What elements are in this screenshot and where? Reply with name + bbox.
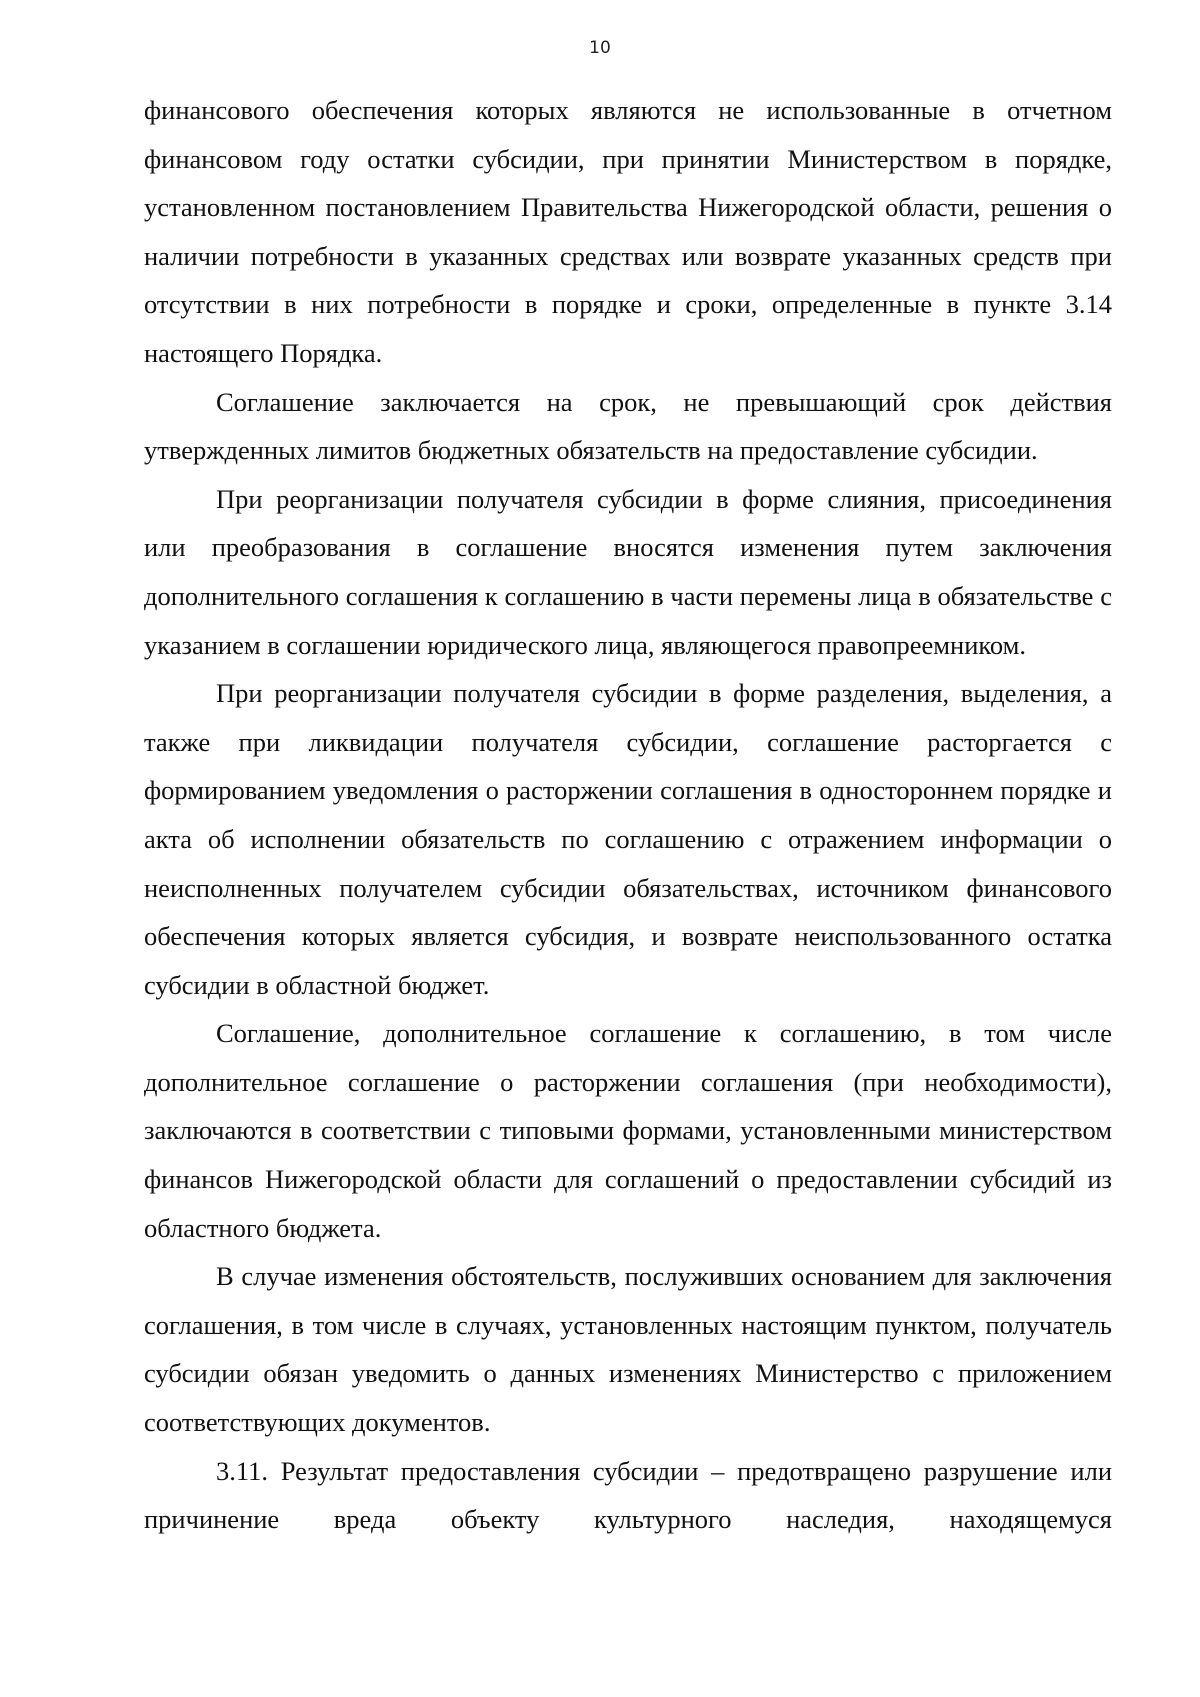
paragraph-agreement-term: Соглашение заключается на срок, не превышающий срок действия утвержденных лимитов бюджетных обязательств на предоставление субсидии. bbox=[144, 386, 1112, 466]
paragraph-change-notification: В случае изменения обстоятельств, послуживших основанием для заключения соглашения, в том числе в случаях, установленных настоящим пунктом, получатель субсидии обязан уведомить о данных изменениях Министерство с приложением соответствующих документов. bbox=[144, 1261, 1112, 1438]
document-body bbox=[144, 86, 1112, 1544]
paragraph-reorganization-division: При реорганизации получателя субсидии в форме разделения, выделения, а также при ликвидации получателя субсидии, соглашение расторгается с формированием уведомления о расторжении соглашения в одностороннем порядке и акта об исполнении обязательств по соглашению с отражением информации о неисполненных получателем субсидии обязательствах, источником финансового обеспечения которых является субсидия, и возврате неиспользованного остатка субсидии в областной бюджет. bbox=[144, 678, 1112, 1000]
page-number: 10 bbox=[589, 38, 611, 58]
paragraph-continuation: финансового обеспечения которых являются не использованные в отчетном финансовом году остатки субсидии, при принятии Министерством в порядке, установленном постановлением Правительства Нижегородской области, решения о наличии потребности в указанных средствах или возврате указанных средств при отсутствии в них потребности в порядке и сроки, определенные в пункте 3.14 настоящего Порядка. bbox=[144, 95, 1112, 368]
paragraph-reorganization-merger: При реорганизации получателя субсидии в форме слияния, присоединения или преобразования в соглашение вносятся изменения путем заключения дополнительного соглашения к соглашению в части перемены лица в обязательстве с указанием в соглашении юридического лица, являющегося правопреемником. bbox=[144, 483, 1112, 660]
paragraph-agreement-forms: Соглашение, дополнительное соглашение к соглашению, в том числе дополнительное соглашение о расторжении соглашения (при необходимости), заключаются в соответствии с типовыми формами, установленными министерством финансов Нижегородской области для соглашений о предоставлении субсидий из областного бюджета. bbox=[144, 1018, 1112, 1243]
paragraph-3-11-result: 3.11. Результат предоставления субсидии – предотвращено разрушение или причинение вреда объекту культурного наследия, находящемуся bbox=[144, 1455, 1112, 1535]
